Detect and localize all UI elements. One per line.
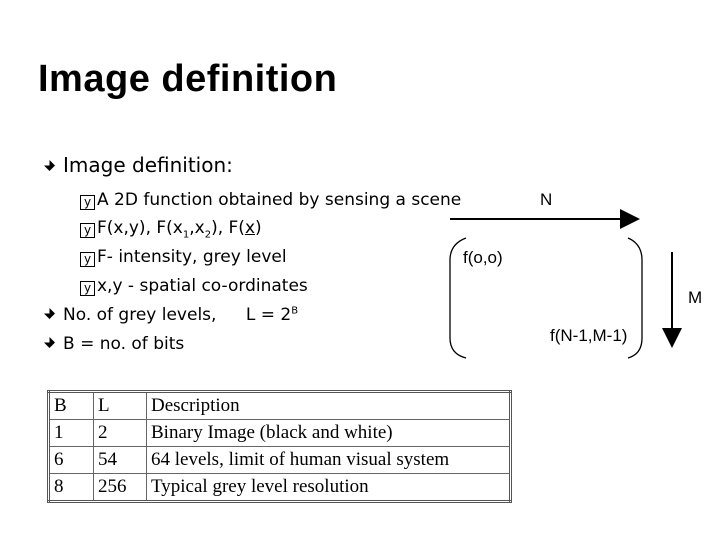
bullet-text: No. of grey levels,: [63, 305, 217, 325]
grey-level-table: [47, 390, 512, 503]
cell-description: Binary Image (black and white): [147, 420, 511, 447]
cell-b: 8: [49, 474, 94, 502]
subscript: 1: [182, 229, 190, 241]
cell-b: 6: [49, 447, 94, 474]
cell-description: Typical grey level resolution: [147, 474, 511, 502]
n-label: N: [540, 190, 553, 209]
bullet-grey-levels: [44, 305, 298, 325]
formula-part: ,x: [189, 218, 205, 238]
sub-bullet-2d-function: [80, 190, 461, 210]
cell-l: 54: [94, 447, 147, 474]
cell-l: 256: [94, 474, 147, 502]
formula-part: F(x,y), F(x: [97, 218, 183, 238]
sub-bullet-text: F- intensity, grey level: [97, 247, 287, 267]
header-b: B: [49, 392, 94, 420]
checkbox-bullet-icon: y: [80, 195, 95, 210]
matrix-right-bracket: [628, 238, 642, 358]
header-description: Description: [147, 392, 511, 420]
cell-description: 64 levels, limit of human visual system: [147, 447, 511, 474]
checkbox-bullet-icon: y: [80, 223, 95, 238]
table-header-row: [49, 392, 511, 420]
formula: L = 2: [245, 305, 292, 325]
formula-part: ), F(: [211, 218, 245, 238]
sub-bullet-coordinates: [80, 276, 308, 296]
bullet-text: Image definition:: [63, 153, 233, 177]
vector-x: x: [244, 218, 255, 238]
sub-bullet-text: A 2D function obtained by sensing a scene: [97, 190, 462, 210]
checkbox-bullet-icon: y: [80, 281, 95, 296]
cell-l: 2: [94, 420, 147, 447]
bullet-image-definition: [44, 153, 233, 177]
formula-part: ): [255, 218, 262, 238]
bullet-icon: [44, 160, 55, 171]
table-row: [49, 420, 511, 447]
page-title: Image definition: [38, 58, 338, 100]
sub-bullet-function-forms: [80, 218, 262, 240]
bullet-bits: [44, 334, 184, 354]
m-label: M: [688, 288, 703, 307]
sub-bullet-intensity: [80, 247, 287, 267]
cell-b: 1: [49, 420, 94, 447]
bullet-text: B = no. of bits: [63, 334, 185, 354]
end-label: f(N-1,M-1): [550, 326, 628, 345]
superscript: B: [291, 305, 299, 317]
checkbox-bullet-icon: y: [80, 252, 95, 267]
header-l: L: [94, 392, 147, 420]
subscript: 2: [204, 229, 212, 241]
sub-bullet-text: x,y - spatial co-ordinates: [97, 276, 308, 296]
table-row: [49, 447, 511, 474]
origin-label: f(o,o): [463, 248, 503, 267]
table-row: [49, 474, 511, 502]
bullet-icon: [44, 337, 55, 348]
bullet-icon: [44, 308, 55, 319]
